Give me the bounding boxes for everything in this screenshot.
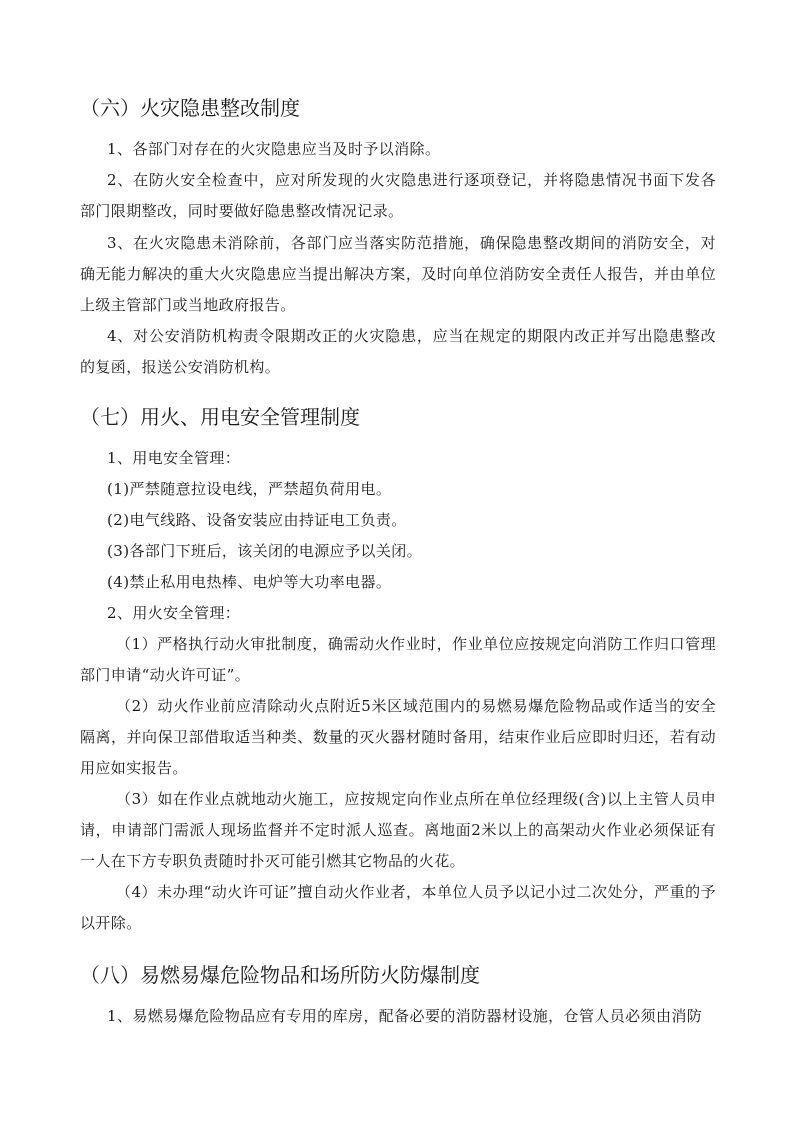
paragraph: 1、易燃易爆危险物品应有专用的库房，配备必要的消防器材设施，仓管人员必须由消防 [107, 1007, 703, 1025]
paragraph: （3）如在作业点就地动火施工，应按规定向作业点所在单位经理级(含)以上主管人员申请，申请部门需派人现场监督并不定时派人巡查。离地面2米以上的高架动火作业必须保证有一人在下方专职负责随时扑灭可能引燃其它物品的火花。 [80, 790, 716, 870]
paragraph: 4、对公安消防机构责令限期改正的火灾隐患，应当在规定的期限内改正并写出隐患整改的复函，报送公安消防机构。 [80, 327, 716, 376]
paragraph: （1）严格执行动火审批制度，确需动火作业时，作业单位应按规定向消防工作归口管理部门申请“动火许可证”。 [80, 635, 716, 684]
section-heading-fire-electricity-safety: （七）用火、用电安全管理制度 [80, 405, 360, 429]
list-item: (2)电气线路、设备安装应由持证电工负责。 [107, 511, 407, 529]
list-item: (3)各部门下班后，该关闭的电源应予以关闭。 [107, 542, 423, 560]
paragraph: （2）动火作业前应清除动火点附近5米区域范围内的易燃易爆危险物品或作适当的安全隔离，并向保卫部借取适当种类、数量的灭火器材随时备用，结束作业后应即时归还，若有动用应如实报告。 [80, 697, 716, 777]
paragraph: 1、各部门对存在的火灾隐患应当及时予以消除。 [107, 140, 441, 158]
paragraph: 3、在火灾隐患未消除前，各部门应当落实防范措施，确保隐患整改期间的消防安全，对确无能力解决的重大火灾隐患应当提出解决方案，及时向单位消防安全责任人报告，并由单位上级主管部门或当地政府报告。 [80, 234, 716, 314]
section-heading-fire-hazard-rectification: （六）火灾隐患整改制度 [80, 96, 300, 120]
list-item: (4)禁止私用电热棒、电炉等大功率电器。 [107, 573, 392, 591]
list-item: (1)严禁随意拉设电线，严禁超负荷用电。 [107, 480, 392, 498]
paragraph: 2、在防火安全检查中，应对所发现的火灾隐患进行逐项登记，并将隐患情况书面下发各部门限期整改，同时要做好隐患整改情况记录。 [80, 171, 716, 220]
paragraph: 1、用电安全管理： [107, 449, 241, 467]
section-heading-flammable-explosive: （八）易燃易爆危险物品和场所防火防爆制度 [80, 963, 480, 987]
paragraph: 2、用火安全管理： [107, 604, 241, 622]
paragraph: （4）未办理“动火许可证”擅自动火作业者，本单位人员予以记小过二次处分，严重的予以开除。 [80, 883, 716, 932]
